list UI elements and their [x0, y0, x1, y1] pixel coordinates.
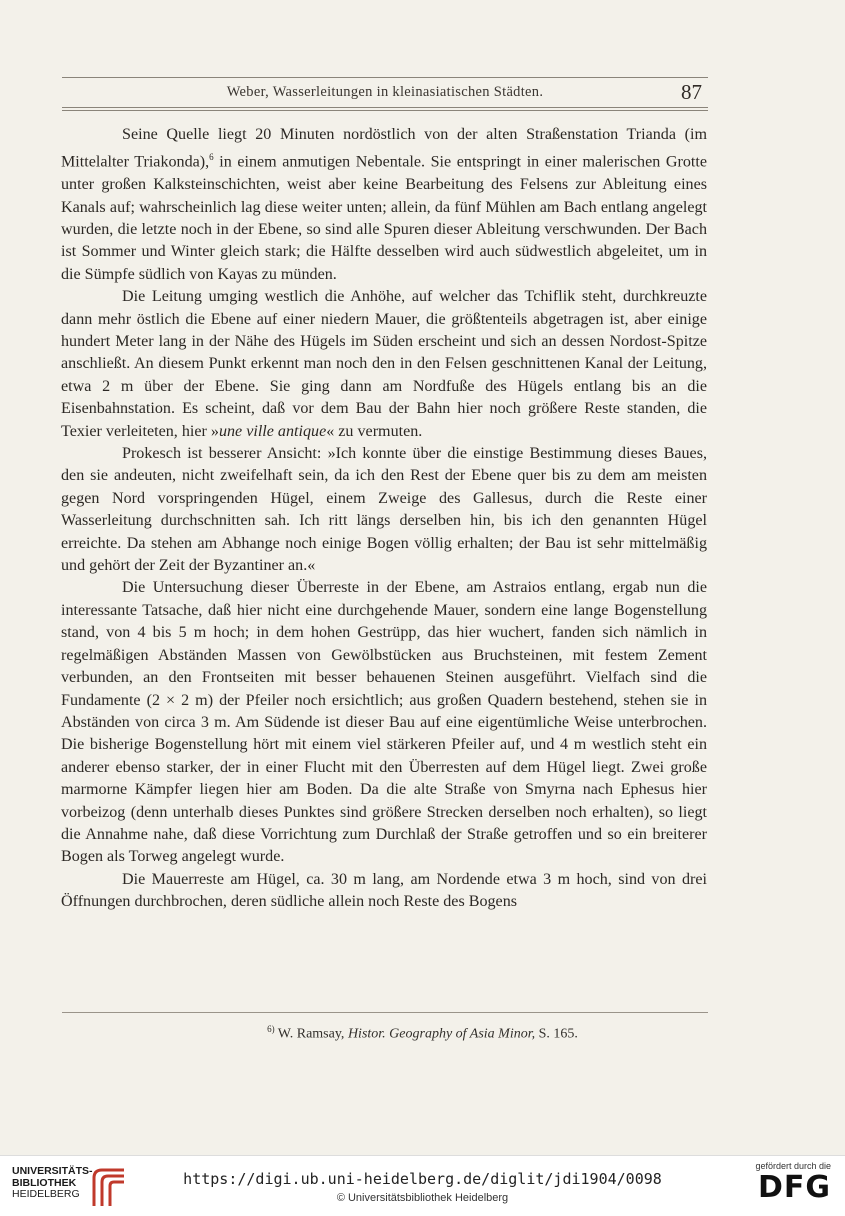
footnote-page: S. 165. — [535, 1026, 578, 1042]
dfg-logo[interactable] — [751, 1161, 831, 1211]
header-rule-top — [62, 77, 708, 78]
footnote-author: W. Ramsay, — [274, 1026, 348, 1042]
running-header — [62, 80, 708, 106]
paragraph — [61, 869, 707, 914]
dfg-wordmark: DFG — [757, 1170, 831, 1205]
viewer-footer — [0, 1155, 845, 1216]
footnote-title: Histor. Geography of Asia Minor, — [347, 1026, 536, 1042]
paragraph — [61, 577, 707, 868]
paragraph-text: Die Mauerreste am Hügel, ca. 30 m lang, am Nordende etwa 3 m hoch, sind von drei Öffnungen durchbrochen, deren südliche allein noch Reste des Bogens — [61, 870, 707, 911]
paragraph — [61, 286, 707, 443]
paragraph-text: in einem anmutigen Nebentale. Sie entspringt in einer malerischen Grotte unter großen Kalksteinschichten, weist aber keine Bearbeitung des Felsens zur Ableitung eines Kanals auf; wahrscheinlich lag diese weiter unten; allein, da fünf Mühlen am Bach entlang angelegt wurden, die letzte noch in der Ebene, so sind alle Spuren dieser Ableitung verschwunden. Der Bach ist Sommer und Winter gleich stark; die Hälfte desselben wird auch südwestlich abgeleitet, um in die Sümpfe südlich von Kayas zu münden. — [61, 153, 707, 283]
footnote-rule — [62, 1012, 708, 1013]
dfg-caption: gefördert durch die — [755, 1161, 831, 1171]
library-name: UNIVERSITÄTS- BIBLIOTHEK HEIDELBERG — [12, 1165, 93, 1200]
running-title: Weber, Wasserleitungen in kleinasiatischen Städten. — [226, 84, 544, 100]
header-rule-bottom — [62, 107, 708, 108]
paragraph-text: Die Leitung umging westlich die Anhöhe, auf welcher das Tchiflik steht, durchkreuzte dann mehr östlich die Ebene auf einer niedern Mauer, die größtenteils abgetragen ist, aber einige hundert Meter lang in der Nähe des Hügels im Süden erscheint und sich an dessen Nordost-Spitze anschließt. An diesem Punkt erkennt man noch den in den Felsen geschnittenen Kanal der Leitung, etwa 2 m über der Ebene. Sie ging dann am Nordfuße des Hügels entlang bis an die Eisenbahnstation. Es scheint, daß vor dem Bau der Bahn hier noch größere Reste standen, die Texier verleiteten, hier » — [61, 288, 707, 440]
paragraph — [61, 443, 707, 577]
footnote-reference: 6 — [209, 152, 214, 163]
paragraph-text: Prokesch ist besserer Ansicht: »Ich konnte über die einstige Bestimmung dieses Baues, den sie andeuten, nicht zweifelhaft sein, da ich den Rest der Ebene quer bis zu dem am meisten gegen Nord vorspringenden Hügel, einem Zweige des Gallesus, durch die Reste einer Wasserleitung durchschnitten sah. Ich ritt längs derselben hin, bis ich den genannten Hügel erreichte. Da stehen am Abhange noch einige Bogen völlig erhalten; der Bau ist sehr mittelmäßig und gehört der Zeit der Byzantiner an.« — [61, 445, 707, 575]
footnote-marker: 6) — [267, 1024, 275, 1034]
paragraph-text: Die Untersuchung dieser Überreste in der Ebene, am Astraios entlang, ergab nun die interessante Tatsache, daß hier nicht eine durchgehende Mauer, sondern eine lange Bogenstellung stand, von 4 bis 5 m hoch; in dem hohen Gestrüpp, das hier wuchert, fanden sich nämlich in regelmäßigen Abständen Massen von Gewölbstücken aus Bruchsteinen, mit festem Zement verbunden, an den Frontseiten mit besser behauenen Steinen ausgeführt. Vielfach sind die Fundamente (2 × 2 m) der Pfeiler noch ersichtlich; aus großen Quadern bestehend, stehen sie in Abständen von circa 3 m. Am Südende ist dieser Bau auf eine eigentümliche Weise unterbrochen. Die bisherige Bogenstellung hört mit einem viel stärkeren Pfeiler auf, und 4 m westlich steht ein anderer ebenso starker, der in einer Flucht mit den Überresten auf dem Hügel liegt. Zwei große marmorne Kämpfer liegen hier am Boden. Da die alte Straße von Smyrna nach Ephesus hier vorbeizog (denn unterhalb dieses Punktes sind größere Strecken derselben noch erhalten), so liegt die Annahme nahe, daß diese Vorrichtung zum Durchlaß der Straße getroffen und so ein breiterer Bogen als Torweg angelegt wurde. — [61, 579, 707, 866]
italic-text: une ville antique — [218, 422, 327, 440]
copyright-notice: © Universitätsbibliothek Heidelberg — [336, 1192, 509, 1204]
paragraph — [61, 124, 707, 286]
body-text — [61, 124, 707, 914]
header-rule-bottom-double — [62, 110, 708, 111]
paragraph-text: Seine Quelle liegt 20 Minuten nordöstlich von der alten Straßenstation Trianda (im Mittelalter Triakonda), — [61, 126, 707, 171]
page-number: 87 — [681, 80, 702, 104]
permalink-url[interactable]: https://digi.ub.uni-heidelberg.de/diglit/jdi1904/0098 — [183, 1170, 662, 1188]
paragraph-text: « zu vermuten. — [326, 422, 423, 440]
footnote-6 — [0, 1024, 845, 1043]
